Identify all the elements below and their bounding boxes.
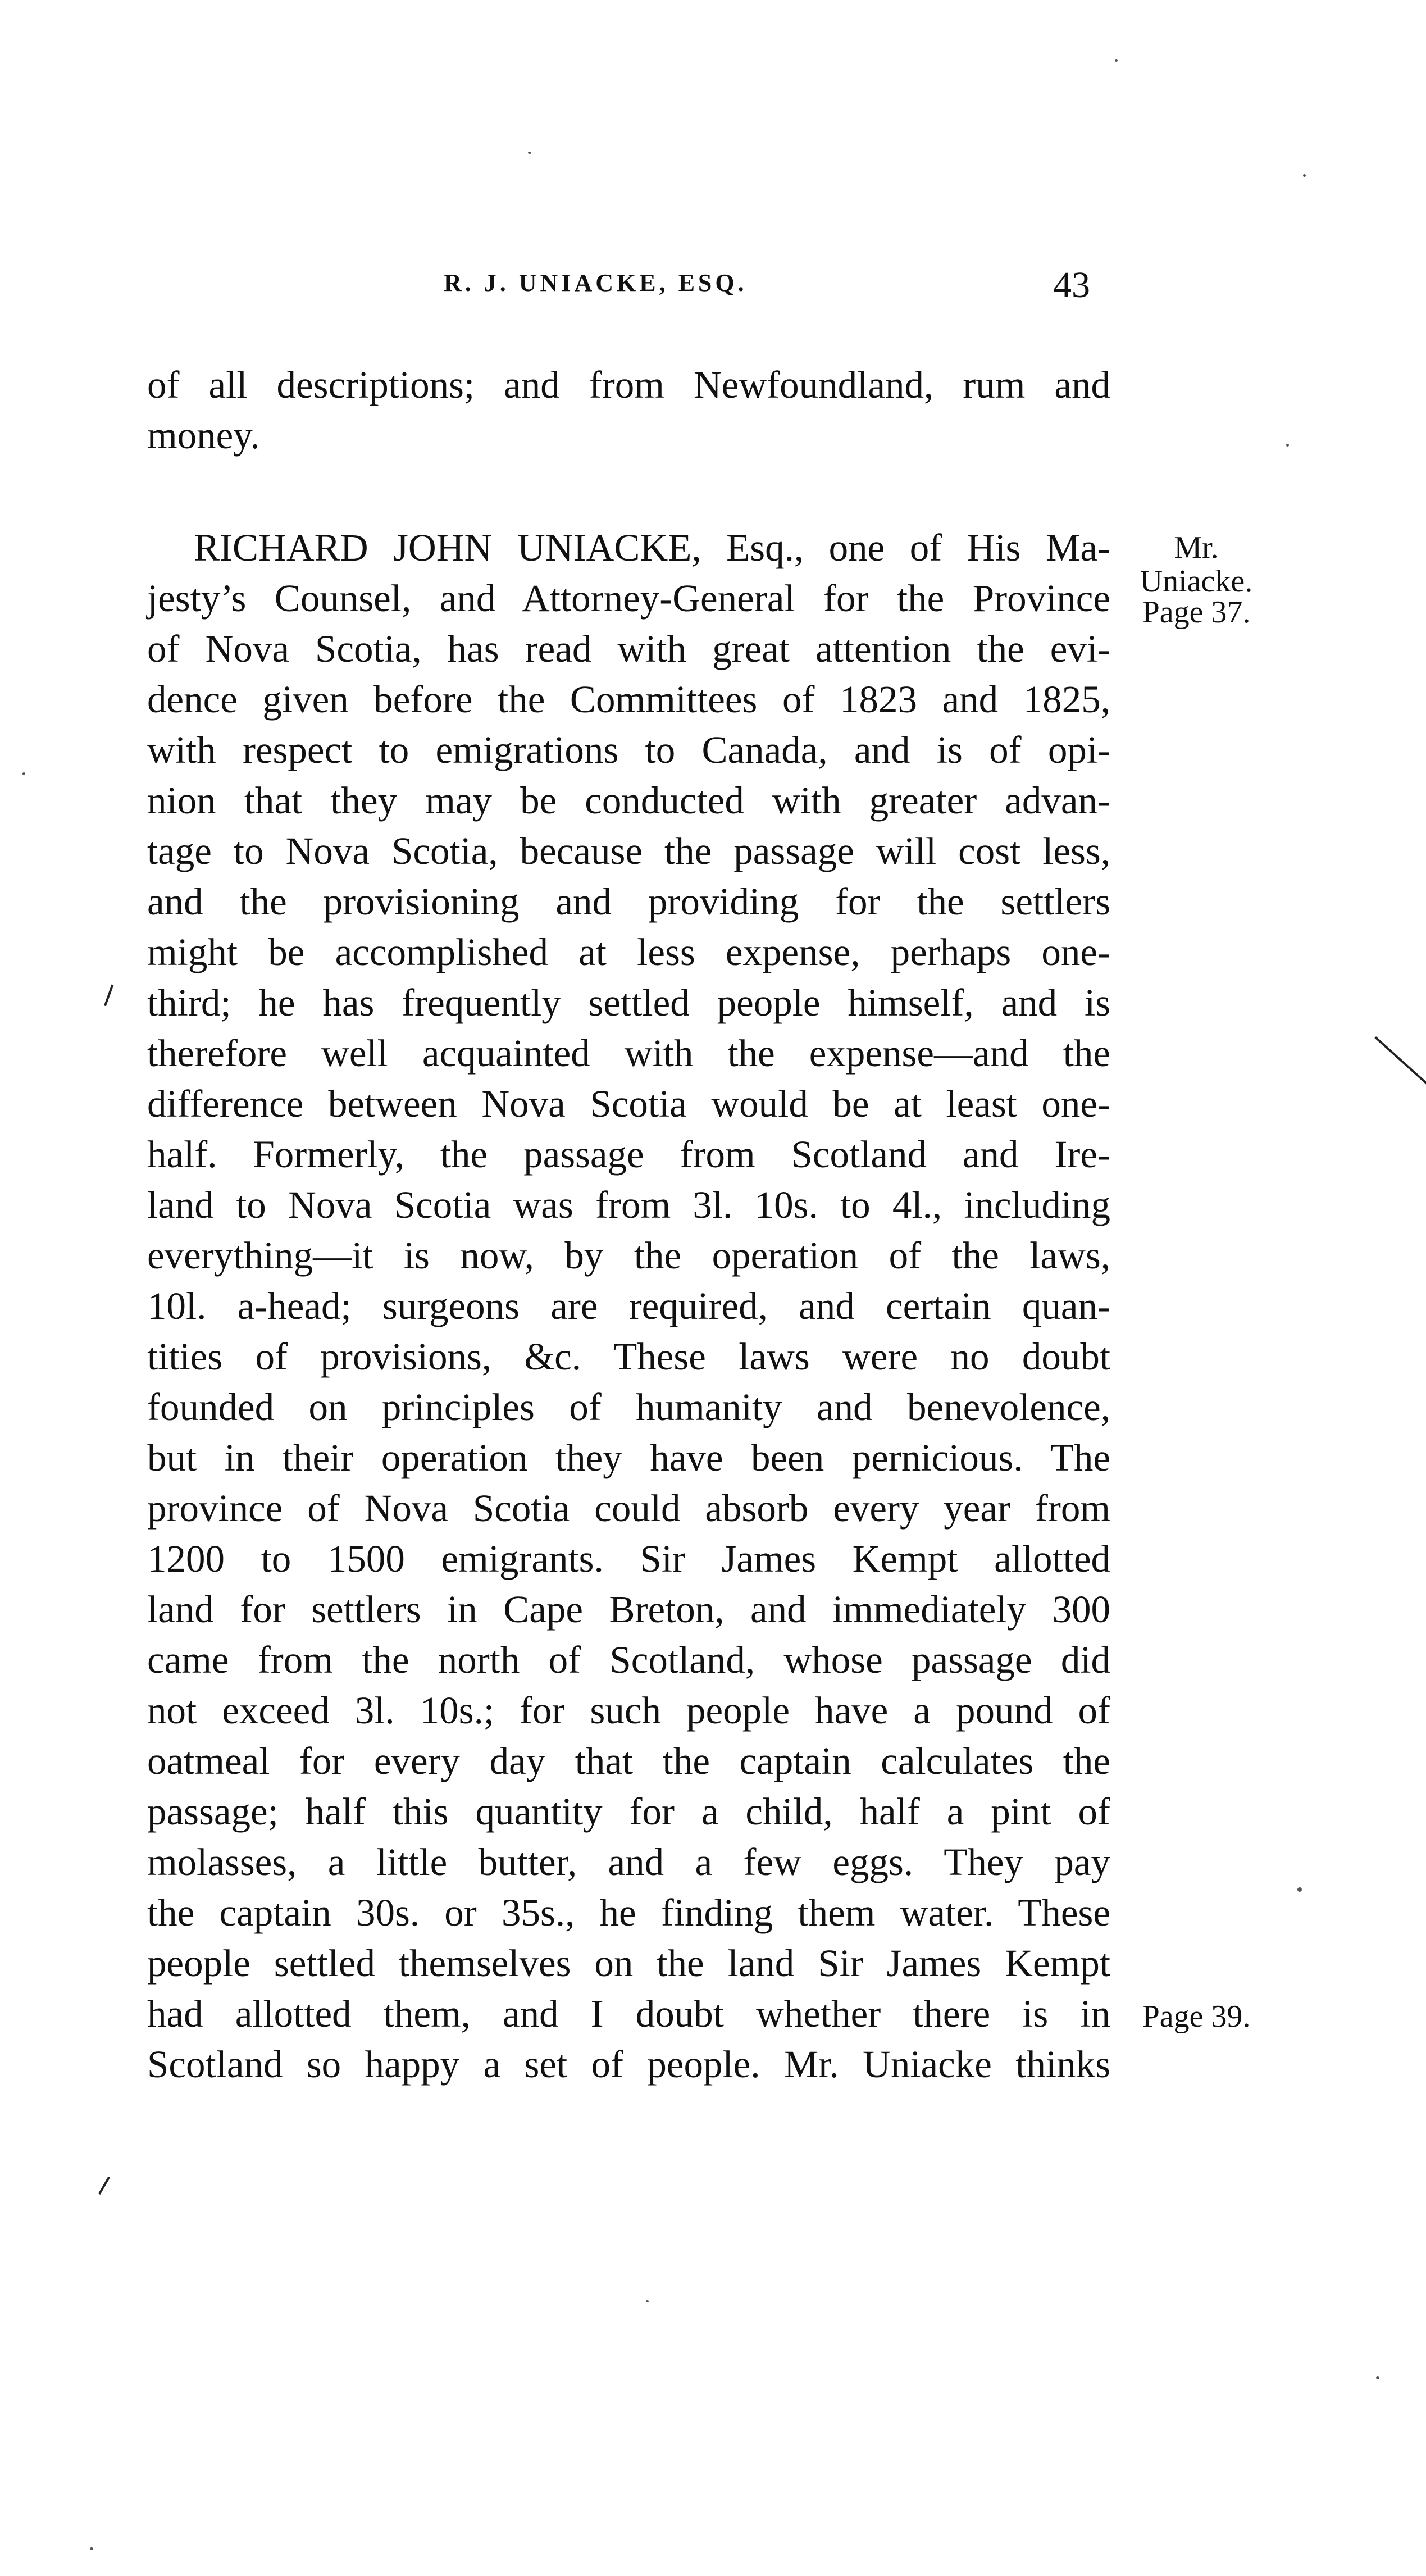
pencil-mark: [98, 2177, 110, 2195]
page-number: 43: [1053, 265, 1090, 306]
text-line: had allotted them, and I doubt whether there is in: [147, 1992, 1110, 2035]
text-line: Scotland so happy a set of people. Mr. Uniacke thinks: [147, 2043, 1110, 2086]
text-line: therefore well acquainted with the expense—and the: [147, 1032, 1110, 1075]
text-line: came from the north of Scotland, whose passage did: [147, 1639, 1110, 1681]
text-line: people settled themselves on the land Sir James Kempt: [147, 1942, 1110, 1985]
text-line: passage; half this quantity for a child, half a pint of: [147, 1790, 1110, 1833]
text-line: dence given before the Committees of 1823 and 1825,: [147, 678, 1110, 721]
text-line: founded on principles of humanity and benevolence,: [147, 1386, 1110, 1428]
scan-speck: [1297, 1887, 1302, 1892]
text-line: third; he has frequently settled people himself, and is: [147, 981, 1110, 1024]
text-line: difference between Nova Scotia would be at least one-: [147, 1082, 1110, 1125]
text-line: of all descriptions; and from Newfoundland, rum and: [147, 363, 1110, 406]
text-line: but in their operation they have been pernicious. The: [147, 1436, 1110, 1479]
text-line: tities of provisions, &c. These laws were no doubt: [147, 1335, 1110, 1378]
text-line: tage to Nova Scotia, because the passage will cost less,: [147, 830, 1110, 872]
margin-note-page: Page 39.: [1142, 1999, 1251, 2034]
text-line: province of Nova Scotia could absorb every year from: [147, 1487, 1110, 1530]
margin-note-name: Mr.: [1174, 530, 1219, 565]
text-line: the captain 30s. or 35s., he finding them water. These: [147, 1891, 1110, 1934]
text-line: nion that they may be conducted with greater advan-: [147, 779, 1110, 822]
scan-speck: [1115, 59, 1118, 62]
text-line: and the provisioning and providing for the settlers: [147, 880, 1110, 923]
text-line: with respect to emigrations to Canada, and is of opi-: [147, 729, 1110, 771]
pencil-mark: [104, 984, 113, 1006]
running-title: R. J. UNIACKE, ESQ.: [444, 269, 748, 297]
text-line: molasses, a little butter, and a few eggs. They pay: [147, 1841, 1110, 1883]
text-line: land to Nova Scotia was from 3l. 10s. to 4l., including: [147, 1184, 1110, 1226]
margin-note-name: Uniacke.: [1140, 564, 1253, 599]
text-line: not exceed 3l. 10s.; for such people have a pound of: [147, 1689, 1110, 1732]
text-line: might be accomplished at less expense, perhaps one-: [147, 931, 1110, 973]
scan-speck: [22, 772, 25, 775]
text-line: land for settlers in Cape Breton, and immediately 300: [147, 1588, 1110, 1631]
text-line: jesty’s Counsel, and Attorney-General for the Province: [147, 577, 1110, 620]
pencil-mark: [1374, 1036, 1426, 1098]
margin-note-page: Page 37.: [1142, 595, 1251, 630]
text-line: money.: [147, 414, 260, 457]
text-line: oatmeal for every day that the captain calculates the: [147, 1740, 1110, 1782]
scan-speck: [1286, 444, 1289, 447]
scan-speck: [646, 2300, 649, 2302]
text-line: RICHARD JOHN UNIACKE, Esq., one of His Ma-: [194, 526, 1110, 569]
text-line: everything—it is now, by the operation of the laws,: [147, 1234, 1110, 1277]
scan-speck: [90, 2547, 93, 2550]
scan-speck: [528, 152, 531, 154]
scan-speck: [1376, 2376, 1379, 2379]
text-line: of Nova Scotia, has read with great attention the evi-: [147, 627, 1110, 670]
text-line: 1200 to 1500 emigrants. Sir James Kempt allotted: [147, 1537, 1110, 1580]
text-line: half. Formerly, the passage from Scotland and Ire-: [147, 1133, 1110, 1176]
text-line: 10l. a-head; surgeons are required, and certain quan-: [147, 1285, 1110, 1327]
scan-speck: [1303, 174, 1306, 177]
